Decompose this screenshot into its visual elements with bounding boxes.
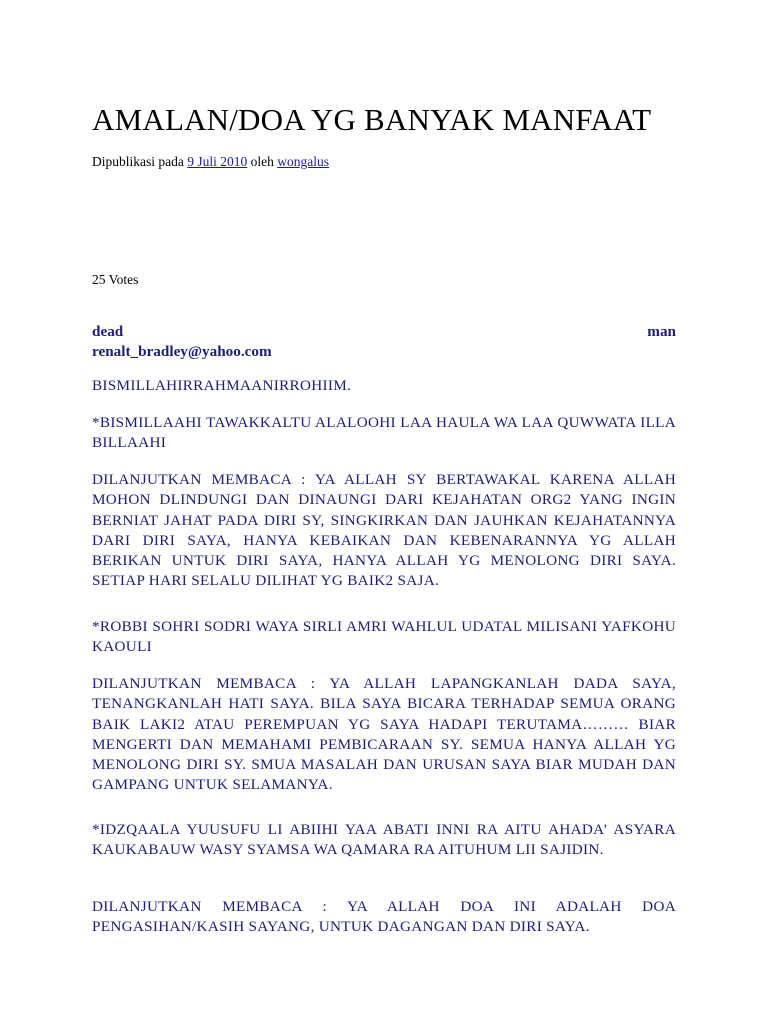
publish-prefix: Dipublikasi pada [92, 154, 184, 169]
publish-date-link[interactable]: 9 Juli 2010 [187, 154, 248, 169]
votes-count: 25 Votes [92, 272, 139, 287]
paragraph-4: DILANJUTKAN MEMBACA : YA ALLAH LAPANGKANLAH DADA SAYA, TENANGKANLAH HATI SAYA. BILA SAYA BICARA TERHADAP SEMUA ORANG BAIK LAKI2 ATAU PEREMPUAN YG SAYA HADAPI TERUTAMA……… BIAR MENGERTI DAN MEMAHAMI PEMBICARAAN SY. SEMUA HANYA ALLAH YG MENOLONG DIRI SY. SMUA MASALAH DAN URUSAN SAYA BIAR MUDAH DAN GAMPANG UNTUK SELAMANYA. [92, 675, 676, 794]
byline-word-2: man [647, 323, 676, 340]
publish-meta [92, 154, 329, 170]
byline-word-1: dead [92, 323, 124, 340]
paragraph-2: DILANJUTKAN MEMBACA : YA ALLAH SY BERTAWAKAL KARENA ALLAH MOHON DLINDUNGI DAN DINAUNGI DARI KEJAHATAN ORG2 YANG INGIN BERNIAT JAHAT PADA DIRI SY, SINGKIRKAN DAN JAUHKAN KEJAHATANNYA DARI DIRI SAYA, HANYA KEBAIKAN DAN KEBENARANNYA YG ALLAH BERIKAN UNTUK DIRI SAYA, HANYA ALLAH YG MENOLONG DIRI SAYA. SETIAP HARI SELALU DILIHAT YG BAIK2 SAJA. [92, 471, 676, 590]
paragraph-5: *IDZQAALA YUUSUFU LI ABIIHI YAA ABATI INNI RA AITU AHADA’ ASYARA KAUKABAUW WASY SYAMSA WA QAMARA RA AITUHUM LII SAJIDIN. [92, 821, 676, 859]
author-link[interactable]: wongalus [277, 154, 329, 169]
byline-email: renalt_bradley@yahoo.com [92, 343, 272, 361]
publish-by: oleh [250, 154, 274, 169]
paragraph-1: *BISMILLAAHI TAWAKKALTU ALALOOHI LAA HAULA WA LAA QUWWATA ILLA BILLAAHI [92, 414, 676, 452]
paragraph-3: *ROBBI SOHRI SODRI WAYA SIRLI AMRI WAHLUL UDATAL MILISANI YAFKOHU KAOULI [92, 618, 676, 656]
byline-name-row [92, 322, 676, 342]
paragraph-6: DILANJUTKAN MEMBACA : YA ALLAH DOA INI ADALAH DOA PENGASIHAN/KASIH SAYANG, UNTUK DAGANGAN DAN DIRI SAYA. [92, 898, 676, 936]
paragraph-bismillah: BISMILLAHIRRAHMAANIRROHIIM. [92, 377, 352, 394]
article-title: AMALAN/DOA YG BANYAK MANFAAT [92, 102, 652, 137]
byline [92, 322, 676, 363]
